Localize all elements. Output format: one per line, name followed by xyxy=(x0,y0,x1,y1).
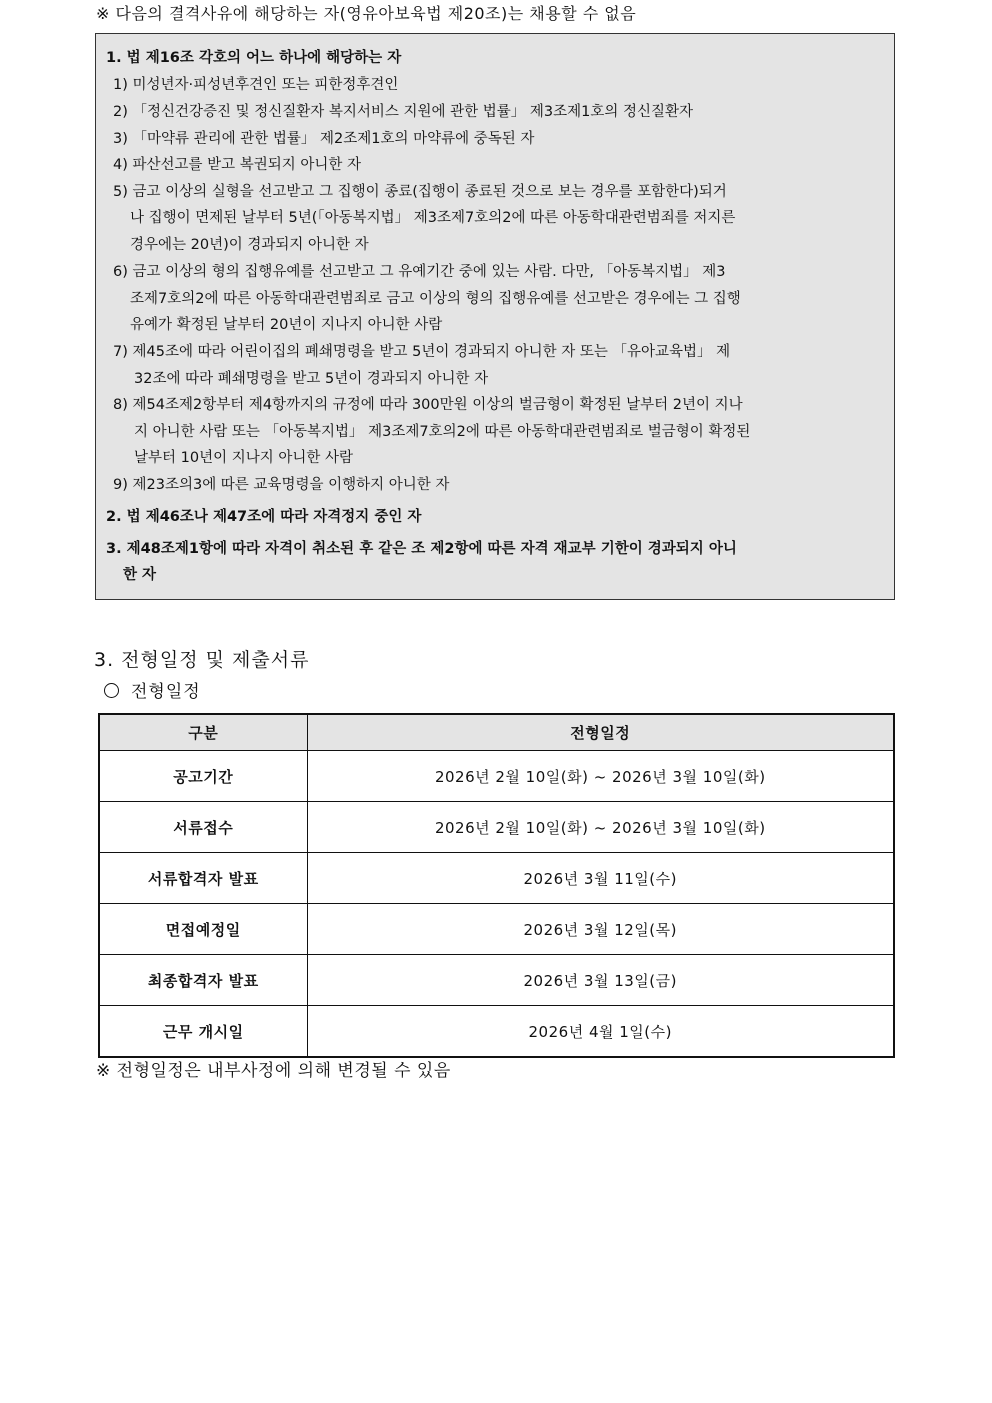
sub-item-6-line-1: 6) 금고 이상의 형의 집행유예를 선고받고 그 유예기간 중에 있는 사람. 다만, 「아동복지법」 제3 xyxy=(113,264,726,280)
sub-item-8-line-3: 날부터 10년이 지나지 아니한 사람 xyxy=(134,450,353,466)
disqualification-box xyxy=(95,33,895,600)
sub-item-4: 4) 파산선고를 받고 복권되지 아니한 자 xyxy=(113,157,362,173)
sub-item-8-line-2: 지 아니한 사람 또는 「아동복지법」 제3조제7호의2에 따른 아동학대관련범죄로 벌금형이 확정된 xyxy=(134,424,751,440)
table-row xyxy=(99,853,894,904)
subsection-title xyxy=(104,677,201,702)
row-label: 면접예정일 xyxy=(99,904,307,955)
top-note: ※ 다음의 결격사유에 해당하는 자(영유아보육법 제20조)는 채용할 수 없음 xyxy=(96,4,637,23)
sub-item-7-line-1: 7) 제45조에 따라 어린이집의 폐쇄명령을 받고 5년이 경과되지 아니한 자 또는 「유아교육법」 제 xyxy=(113,344,731,360)
header-schedule: 전형일정 xyxy=(307,714,894,751)
sub-item-1: 1) 미성년자·피성년후견인 또는 피한정후견인 xyxy=(113,77,399,93)
sub-item-6-line-3: 유예가 확정된 날부터 20년이 지나지 아니한 사람 xyxy=(130,317,443,333)
row-label: 공고기간 xyxy=(99,751,307,802)
table-row xyxy=(99,904,894,955)
sub-item-6-line-2: 조제7호의2에 따른 아동학대관련범죄로 금고 이상의 형의 집행유예를 선고받은 경우에는 그 집행 xyxy=(130,291,741,307)
sub-item-3: 3) 「마약류 관리에 관한 법률」 제2조제1호의 마약류에 중독된 자 xyxy=(113,131,535,147)
sub-item-5-line-1: 5) 금고 이상의 실형을 선고받고 그 집행이 종료(집행이 종료된 것으로 보는 경우를 포함한다)되거 xyxy=(113,184,727,200)
row-label: 근무 개시일 xyxy=(99,1006,307,1058)
sub-item-5-line-3: 경우에는 20년)이 경과되지 아니한 자 xyxy=(130,237,369,253)
item-3-title-line-1: 3. 제48조제1항에 따라 자격이 취소된 후 같은 조 제2항에 따른 자격 재교부 기한이 경과되지 아니 xyxy=(106,541,737,557)
subsection-title-text: 전형일정 xyxy=(131,682,201,702)
row-date: 2026년 3월 11일(수) xyxy=(307,853,894,904)
row-date: 2026년 2월 10일(화) ~ 2026년 3월 10일(화) xyxy=(307,802,894,853)
row-label: 최종합격자 발표 xyxy=(99,955,307,1006)
sub-item-9: 9) 제23조의3에 따른 교육명령을 이행하지 아니한 자 xyxy=(113,477,450,493)
schedule-table xyxy=(98,713,895,1058)
row-date: 2026년 4월 1일(수) xyxy=(307,1006,894,1058)
table-row xyxy=(99,955,894,1006)
row-date: 2026년 3월 12일(목) xyxy=(307,904,894,955)
sub-item-2: 2) 「정신건강증진 및 정신질환자 복지서비스 지원에 관한 법률」 제3조제1호의 정신질환자 xyxy=(113,104,694,120)
row-date: 2026년 2월 10일(화) ~ 2026년 3월 10일(화) xyxy=(307,751,894,802)
item-3-title-line-2: 한 자 xyxy=(123,567,157,583)
row-label: 서류합격자 발표 xyxy=(99,853,307,904)
row-date: 2026년 3월 13일(금) xyxy=(307,955,894,1006)
circle-bullet-icon xyxy=(104,683,119,698)
row-label: 서류접수 xyxy=(99,802,307,853)
item-2-title: 2. 법 제46조나 제47조에 따라 자격정지 중인 자 xyxy=(106,509,422,525)
table-row xyxy=(99,1006,894,1058)
section-title: 3. 전형일정 및 제출서류 xyxy=(94,649,310,671)
header-category: 구분 xyxy=(99,714,307,751)
sub-item-8-line-1: 8) 제54조제2항부터 제4항까지의 규정에 따라 300만원 이상의 벌금형이 확정된 날부터 2년이 지나 xyxy=(113,397,743,413)
sub-item-7-line-2: 32조에 따라 폐쇄명령을 받고 5년이 경과되지 아니한 자 xyxy=(134,371,489,387)
table-row xyxy=(99,751,894,802)
bottom-note: ※ 전형일정은 내부사정에 의해 변경될 수 있음 xyxy=(96,1061,451,1081)
sub-item-5-line-2: 나 집행이 면제된 날부터 5년(「아동복지법」 제3조제7호의2에 따른 아동학대관련범죄를 저지른 xyxy=(130,210,736,226)
table-header-row xyxy=(99,714,894,751)
table-row xyxy=(99,802,894,853)
item-1-title: 1. 법 제16조 각호의 어느 하나에 해당하는 자 xyxy=(106,50,402,66)
